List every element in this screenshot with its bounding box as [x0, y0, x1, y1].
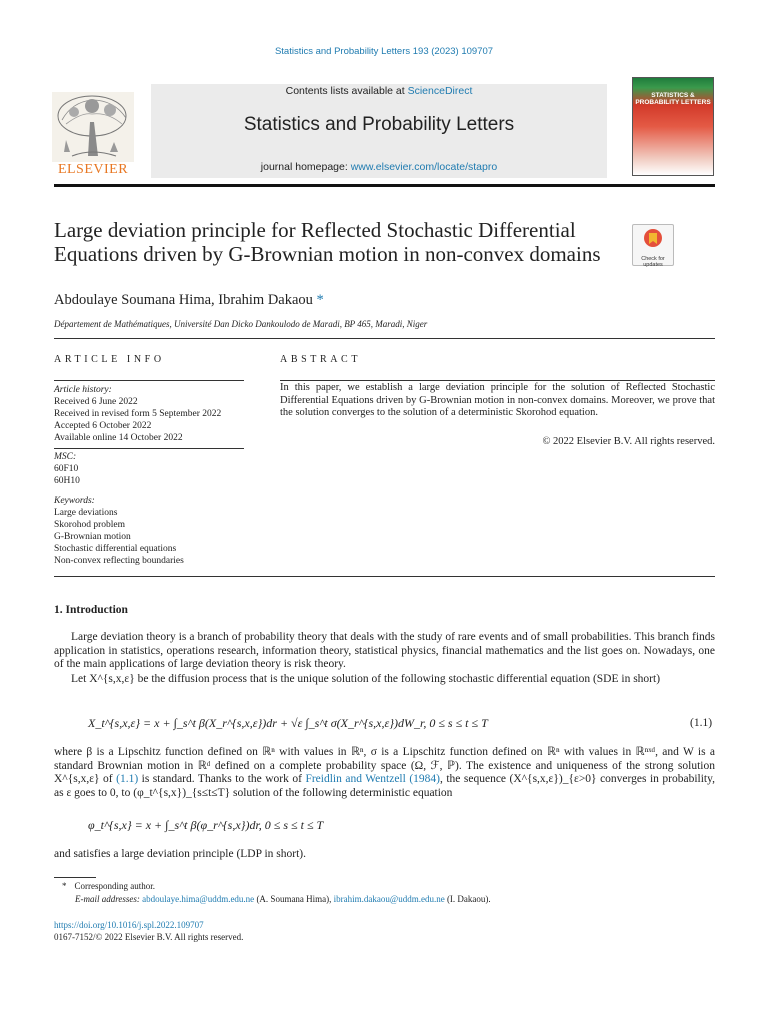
- msc-item: 60F10: [54, 464, 79, 474]
- p3-text-a: where β is a Lipschitz function defined on ℝⁿ with values in ℝⁿ, σ is a Lipschitz function defined on ℝⁿ with values in ℝⁿˣᵈ, and W is a standard Brownian motion in ℝᵈ defined on a complete probability space (Ω, ℱ, ℙ). The existence and uniqueness of the strong solution X^{s,x,ε} of: [54, 746, 715, 785]
- abstract-text: In this paper, we establish a large deviation principle for the solution of Reflected Stochastic Differential Equations driven by G-Brownian motion in non-convex domains. Moreover, we prove that the solution converges to the solution of a deterministic Skorohod equation.: [280, 382, 715, 418]
- corresponding-footnote: [54, 881, 155, 891]
- abstract-copyright: © 2022 Elsevier B.V. All rights reserved.: [542, 436, 715, 447]
- article-info-heading: ARTICLE INFO: [54, 354, 165, 365]
- article-history: [54, 384, 244, 444]
- homepage-prefix: journal homepage:: [260, 161, 351, 173]
- journal-cover[interactable]: [632, 77, 714, 176]
- keyword-item: Non-convex reflecting boundaries: [54, 556, 184, 566]
- history-item: Available online 14 October 2022: [54, 433, 183, 443]
- corresponding-author-mark[interactable]: *: [316, 292, 324, 308]
- msc-item: 60H10: [54, 476, 80, 486]
- info-rule-2: [54, 448, 244, 449]
- footnote-mark: *: [62, 881, 67, 891]
- journal-name: Statistics and Probability Letters: [243, 114, 515, 135]
- equation-ref-link[interactable]: (1.1): [116, 773, 139, 785]
- footnote-rule: [54, 877, 96, 878]
- intro-paragraph-3: [54, 746, 715, 800]
- section-rule: [54, 338, 715, 339]
- history-item: Received 6 June 2022: [54, 397, 138, 407]
- doi-link[interactable]: https://doi.org/10.1016/j.spl.2022.109707: [54, 920, 204, 930]
- keyword-item: G-Brownian motion: [54, 532, 131, 542]
- keyword-item: Large deviations: [54, 508, 118, 518]
- citation-year-link[interactable]: (1984): [409, 773, 440, 785]
- bookmark-icon: [633, 225, 673, 251]
- intro-heading: 1. Introduction: [54, 604, 128, 616]
- history-item: Received in revised form 5 September 2022: [54, 409, 222, 419]
- keyword-item: Stochastic differential equations: [54, 544, 177, 554]
- homepage-link[interactable]: www.elsevier.com/locate/stapro: [350, 161, 498, 173]
- keyword-item: Skorohod problem: [54, 520, 125, 530]
- article-title: Large deviation principle for Reflected Stochastic Differential Equations driven by G-Brownian motion in non-convex domains: [54, 218, 601, 266]
- msc-codes: [54, 451, 244, 487]
- contents-line: [151, 84, 607, 97]
- email-name-1: (A. Soumana Hima),: [256, 894, 332, 904]
- abstract-rule: [280, 380, 715, 381]
- elsevier-logo: [52, 92, 134, 180]
- equation-2: φ_t^{s,x} = x + ∫_s^t β(φ_r^{s,x})dr, 0 ≤ s ≤ t ≤ T: [88, 818, 324, 832]
- sciencedirect-link[interactable]: ScienceDirect: [407, 85, 473, 97]
- intro-paragraph-4: and satisfies a large deviation principle (LDP in short).: [54, 848, 306, 860]
- email-link-2[interactable]: ibrahim.dakaou@uddm.edu.ne: [333, 894, 445, 904]
- intro-paragraph-1: Large deviation theory is a branch of probability theory that deals with the study of rare events and of small probabilities. This branch finds application in statistics, operations research, information theory, statistical physics, financial mathematics and the list goes on. Nowadays, one of the main applications of large deviation theory is risk theory.: [54, 631, 715, 670]
- author-list: [54, 292, 324, 309]
- info-rule-1: [54, 380, 244, 381]
- equation-1-number: (1.1): [690, 717, 713, 729]
- header-rule: [54, 184, 715, 187]
- p3-text-c: , the sequence (X^{s,x,ε})_{ε>0} converges in probability, as ε goes to 0, to (φ_t^{s,x})_{s≤t≤T} solution of the following deterministic equation: [54, 773, 715, 799]
- p3-text-b: is standard. Thanks to the work of: [138, 773, 306, 785]
- issn-line: 0167-7152/© 2022 Elsevier B.V. All rights reserved.: [54, 932, 244, 942]
- journal-citation[interactable]: Statistics and Probability Letters 193 (2023) 109707: [274, 46, 494, 57]
- email-link-1[interactable]: abdoulaye.hima@uddm.edu.ne: [142, 894, 255, 904]
- cover-title: STATISTICS & PROBABILITY LETTERS: [635, 92, 711, 106]
- affiliation: Département de Mathématiques, Université Dan Dicko Dankoulodo de Maradi, BP 465, Maradi, Niger: [54, 319, 428, 329]
- email-name-2: (I. Dakaou).: [446, 894, 491, 904]
- email-label: E-mail addresses:: [75, 894, 140, 904]
- check-badge-label: Check for updates: [641, 256, 665, 268]
- msc-label: MSC:: [54, 452, 77, 462]
- citation-link[interactable]: Freidlin and Wentzell: [305, 773, 406, 785]
- homepage-line: [151, 161, 607, 173]
- journal-masthead: [151, 84, 607, 178]
- intro-paragraph-2: Let X^{s,x,ε} be the diffusion process that is the unique solution of the following stochastic differential equation (SDE in short): [71, 673, 661, 685]
- check-for-updates-badge[interactable]: [632, 224, 674, 266]
- contents-prefix: Contents lists available at: [285, 85, 408, 97]
- equation-1: X_t^{s,x,ε} = x + ∫_s^t β(X_r^{s,x,ε})dr + √ε ∫_s^t σ(X_r^{s,x,ε})dW_r, 0 ≤ s ≤ t ≤ T: [88, 716, 488, 730]
- section-rule-2: [54, 576, 715, 577]
- keywords: [54, 495, 244, 567]
- keywords-label: Keywords:: [54, 496, 95, 506]
- abstract-heading: ABSTRACT: [280, 354, 362, 365]
- corresponding-label: Corresponding author.: [74, 881, 155, 891]
- history-item: Accepted 6 October 2022: [54, 421, 152, 431]
- publisher-name: ELSEVIER: [57, 162, 129, 177]
- email-footnote: [75, 894, 491, 904]
- history-label: Article history:: [54, 385, 112, 395]
- authors: Abdoulaye Soumana Hima, Ibrahim Dakaou: [54, 292, 313, 308]
